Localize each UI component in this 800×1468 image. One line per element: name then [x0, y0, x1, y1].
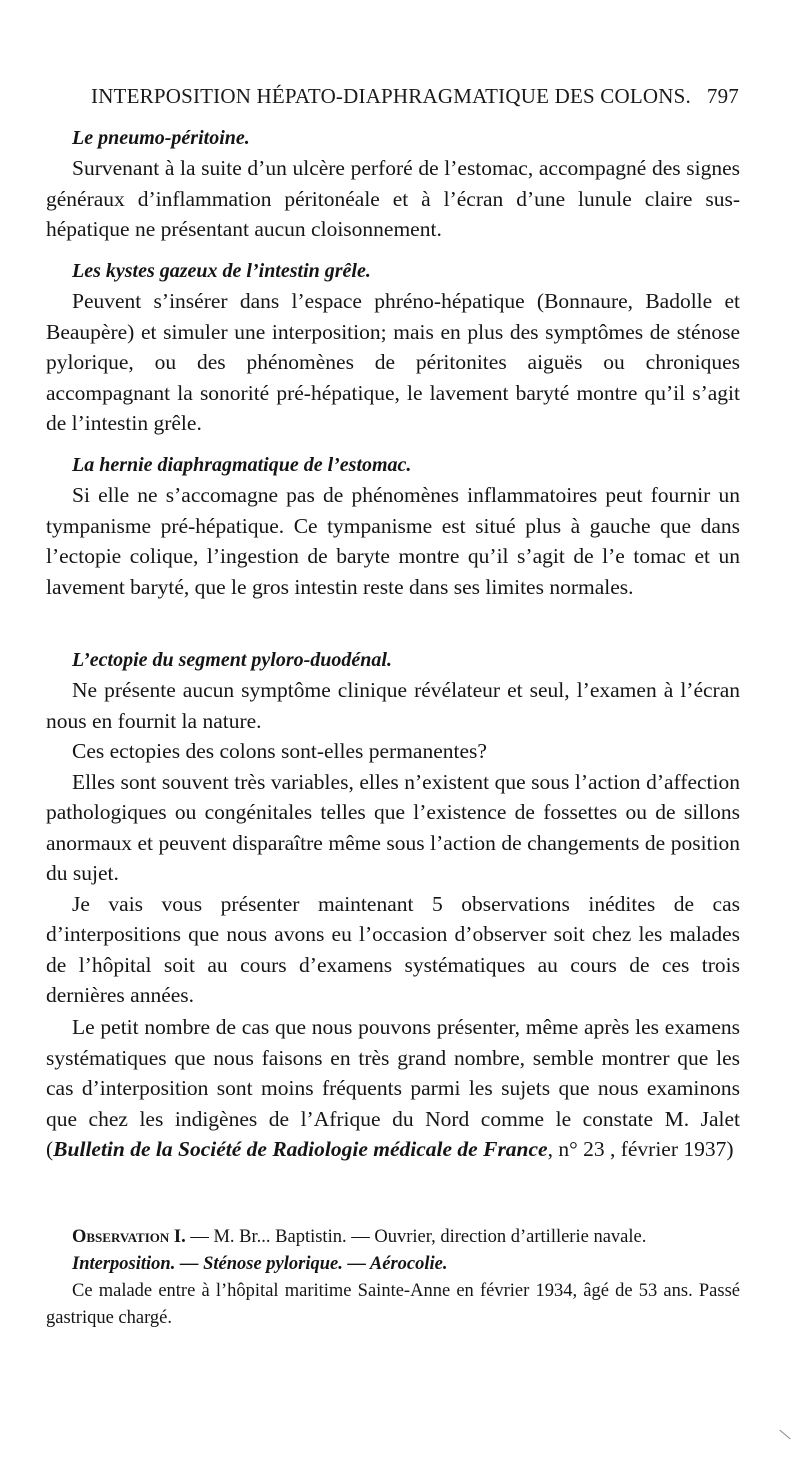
observation-block: [46, 1224, 740, 1332]
paragraph: Survenant à la suite d’un ulcère perforé de l’estomac, accompagné des signes généraux d’inflammation péritonéale et à l’écran d’une lunule claire sus-hépatique ne présentant aucun cloisonnement.: [46, 156, 740, 241]
observation-subtitle: Interposition. — Sténose pylorique. — Aérocolie.: [72, 1254, 448, 1274]
citation-journal: Bulletin de la Société de Radiologie médicale de France: [53, 1137, 548, 1161]
closing-text: Le petit nombre de cas que nous pouvons présenter, même après les examens systématiques que nous faisons en très grand nombre, semble montrer que les cas d’interposition sont moins fréquents parmi les sujets que nous examinons que chez les indigènes de l’Afrique du Nord comme le constate M. Jalet (: [46, 1015, 740, 1161]
section-kystes-gazeux: [46, 256, 740, 439]
observation-paragraph: Ce malade entre à l’hôpital maritime Sainte-Anne en février 1934, âgé de 53 ans. Passé gastrique chargé.: [46, 1281, 740, 1328]
section-hernie-diaphragmatique: [46, 450, 740, 602]
closing-paragraph: [46, 1012, 740, 1165]
scan-mark: [779, 1430, 790, 1440]
section-pneumo-peritoine: [46, 123, 740, 245]
section-heading: La hernie diaphragmatique de l’estomac.: [72, 454, 412, 476]
observation-heading: [46, 1224, 740, 1251]
paragraph: Ces ectopies des colons sont-elles permanentes?: [72, 739, 487, 763]
observation-text: — M. Br... Baptistin. — Ouvrier, direction d’artillerie navale.: [185, 1227, 647, 1247]
paragraph: Si elle ne s’accomagne pas de phénomènes inflammatoires peut fournir un tympanisme pré-hépatique. Ce tympanisme est situé plus à gauche que dans l’ectopie colique, l’ingestion de baryte montre qu’il s’agit de l’e tomac et un lavement baryté, que le gros intestin reste dans ses limites normales.: [46, 483, 740, 599]
paragraph: Je vais vous présenter maintenant 5 observations inédites de cas d’interpositions que nous avons eu l’occasion d’observer soit chez les malades de l’hôpital soit au cours d’examens systématiques au cours de ces trois dernières années.: [46, 891, 740, 1007]
running-title: INTERPOSITION HÉPATO-DIAPHRAGMATIQUE DES COLONS.: [91, 84, 691, 108]
section-heading: L’ectopie du segment pyloro-duodénal.: [72, 649, 392, 671]
paragraph: Peuvent s’insérer dans l’espace phréno-hépatique (Bonnaure, Badolle et Beaupère) et simuler une interposition; mais en plus des symptômes de sténose pylorique, ou des phénomènes de péritonites aiguës ou chroniques accompagnant la sonorité pré-hépatique, le lavement baryté montre qu’il s’agit de l’intestin grêle.: [46, 289, 740, 435]
paragraph: Elles sont souvent très variables, elles n’existent que sous l’action d’affection pathologiques ou congénitales telles que l’existence de fossettes ou de sillons anormaux et peuvent disparaître même sous l’action de changements de position du sujet.: [46, 769, 740, 885]
closing-section: [46, 1012, 740, 1165]
citation-tail: , n° 23 , février 1937): [547, 1137, 734, 1161]
section-ectopie-pyloro-duodenal: [46, 645, 740, 1011]
page-number: 797: [706, 84, 739, 108]
section-heading: Les kystes gazeux de l’intestin grêle.: [72, 260, 371, 282]
section-heading: Le pneumo-péritoine.: [72, 127, 250, 149]
running-header: [91, 84, 739, 109]
observation-label: Observation I.: [72, 1227, 186, 1247]
paragraph: Ne présente aucun symptôme clinique révélateur et seul, l’examen à l’écran nous en fournit la nature.: [46, 678, 740, 733]
